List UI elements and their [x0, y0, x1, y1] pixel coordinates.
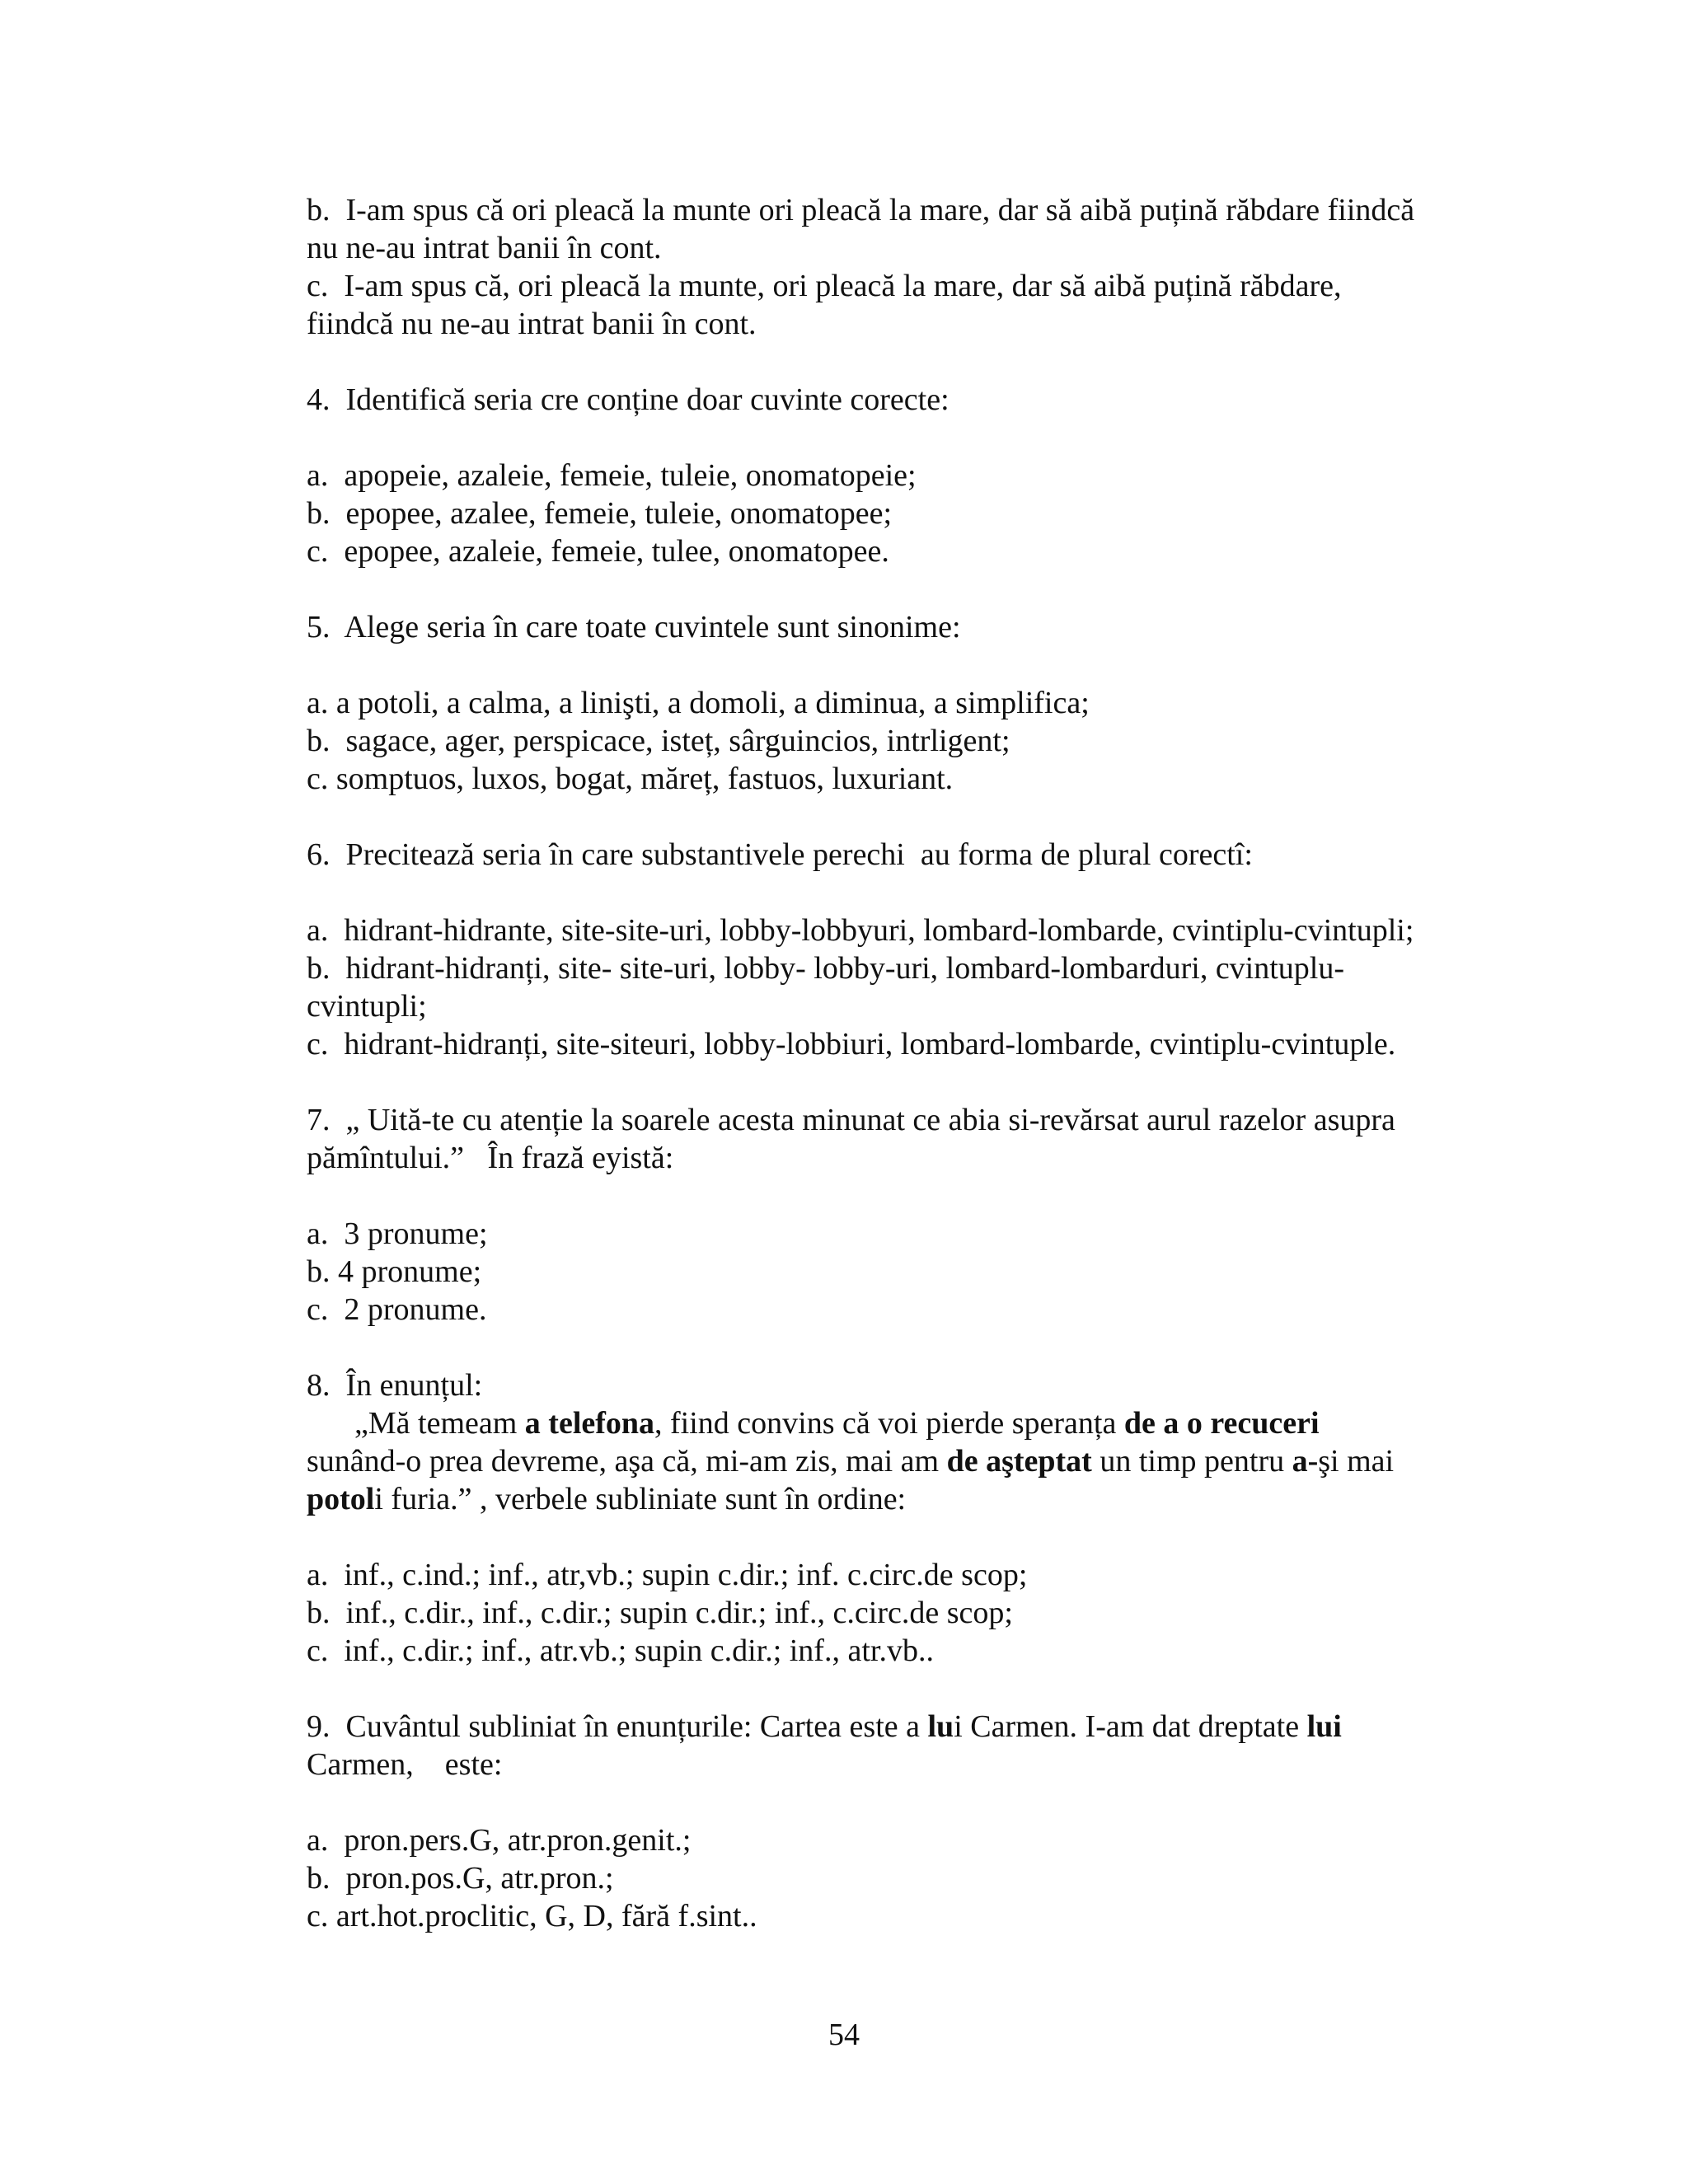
q8-text: i furia.” , verbele subliniate sunt în ordine:	[374, 1482, 907, 1516]
spacer	[307, 1783, 1485, 1821]
q9-bold-word: lui	[1306, 1709, 1342, 1744]
q9-question-line2: Carmen, este:	[307, 1747, 503, 1782]
q8-text: , fiind convins că voi pierde speranța	[654, 1406, 1124, 1441]
q7-option-b: b. 4 pronume;	[307, 1254, 482, 1289]
q8-quote-line1	[307, 1404, 1485, 1442]
q8-bold-verb: a telefona	[524, 1406, 655, 1441]
q8-text: sunând-o prea devreme, aşa că, mi-am zis, mai am	[307, 1444, 947, 1479]
q9-text: 9. Cuvântul subliniat în enunțurile: Cartea este a	[307, 1709, 928, 1744]
q4-option-a: a. apopeie, azaleie, femeie, tuleie, onomatopeie;	[307, 458, 917, 493]
q4-option-c: c. epopee, azaleie, femeie, tulee, onomatopee.	[307, 534, 889, 569]
q6-option-a: a. hidrant-hidrante, site-site-uri, lobby-lobbyuri, lombard-lombarde, cvintiplu-cvintupli;	[307, 913, 1414, 948]
q7-question-line1: 7. „ Uită-te cu atenție la soarele acesta minunat ce abia si-revărsat aurul razelor asupra	[307, 1103, 1395, 1137]
page-number: 54	[828, 2018, 860, 2052]
q5-question: 5. Alege seria în care toate cuvintele sunt sinonime:	[307, 610, 961, 644]
q6-option-b-line1: b. hidrant-hidranți, site- site-uri, lobby- lobby-uri, lombard-lombarduri, cvintuplu-	[307, 951, 1345, 986]
q8-option-a: a. inf., c.ind.; inf., atr,vb.; supin c.dir.; inf. c.circ.de scop;	[307, 1558, 1028, 1592]
spacer	[307, 1518, 1485, 1556]
q7-option-c: c. 2 pronume.	[307, 1292, 487, 1327]
q5-option-b: b. sagace, ager, perspicace, isteț, sârguincios, intrligent;	[307, 724, 1010, 758]
spacer	[307, 1670, 1485, 1708]
q6-option-b-line2: cvintupli;	[307, 989, 427, 1024]
q7-question-line2: pămîntului.” În frază eyistă:	[307, 1141, 674, 1175]
q9-text: i Carmen. I-am dat dreptate	[954, 1709, 1307, 1744]
q4-option-b: b. epopee, azalee, femeie, tuleie, onomatopee;	[307, 496, 893, 531]
q9-option-c: c. art.hot.proclitic, G, D, fără f.sint..	[307, 1899, 757, 1933]
q5-option-a: a. a potoli, a calma, a linişti, a domoli, a diminua, a simplifica;	[307, 686, 1090, 720]
q8-bold-verb: potol	[307, 1482, 375, 1516]
spacer	[307, 646, 1485, 684]
q8-bold-verb: de aşteptat	[946, 1444, 1092, 1479]
spacer	[307, 570, 1485, 608]
q8-option-b: b. inf., c.dir., inf., c.dir.; supin c.dir.; inf., c.circ.de scop;	[307, 1596, 1013, 1630]
spacer	[307, 1329, 1485, 1366]
q8-bold-verb: a-	[1292, 1444, 1319, 1479]
spacer	[307, 1063, 1485, 1101]
q9-option-b: b. pron.pos.G, atr.pron.;	[307, 1861, 614, 1896]
spacer	[307, 1177, 1485, 1215]
q5-option-c: c. somptuos, luxos, bogat, măreț, fastuos, luxuriant.	[307, 762, 954, 796]
q3-option-c-line1: c. I-am spus că, ori pleacă la munte, ori pleacă la mare, dar să aibă puțină răbdare,	[307, 269, 1342, 303]
q7-option-a: a. 3 pronume;	[307, 1216, 488, 1251]
q8-bold-verb: de a o recuceri	[1123, 1406, 1320, 1441]
q6-option-c: c. hidrant-hidranți, site-siteuri, lobby-lobbiuri, lombard-lombarde, cvintiplu-cvintuple.	[307, 1027, 1396, 1062]
spacer	[307, 798, 1485, 836]
q9-question-line1	[307, 1708, 1485, 1746]
q4-question: 4. Identifică seria cre conține doar cuvinte corecte:	[307, 382, 950, 417]
spacer	[307, 874, 1485, 912]
q8-text: şi mai	[1318, 1444, 1395, 1479]
document-body	[307, 191, 1485, 1935]
q6-question: 6. Precitează seria în care substantivele perechi au forma de plural corectî:	[307, 837, 1253, 872]
q8-intro: 8. În enunțul:	[307, 1368, 483, 1403]
q3-option-b-line1: b. I-am spus că ori pleacă la munte ori pleacă la mare, dar să aibă puțină răbdare fiindcă	[307, 193, 1415, 227]
q8-text: un timp pentru	[1091, 1444, 1292, 1479]
q8-text: „Mă temeam	[354, 1406, 525, 1441]
q8-quote-line2	[307, 1442, 1485, 1480]
spacer	[307, 419, 1485, 457]
q3-option-c-line2: fiindcă nu ne-au intrat banii în cont.	[307, 307, 757, 341]
q8-quote-line3	[307, 1480, 1485, 1518]
q3-option-b-line2: nu ne-au intrat banii în cont.	[307, 231, 662, 265]
q8-option-c: c. inf., c.dir.; inf., atr.vb.; supin c.dir.; inf., atr.vb..	[307, 1633, 934, 1668]
spacer	[307, 343, 1485, 381]
q9-bold-word: lu	[927, 1709, 954, 1744]
q9-option-a: a. pron.pers.G, atr.pron.genit.;	[307, 1823, 692, 1858]
